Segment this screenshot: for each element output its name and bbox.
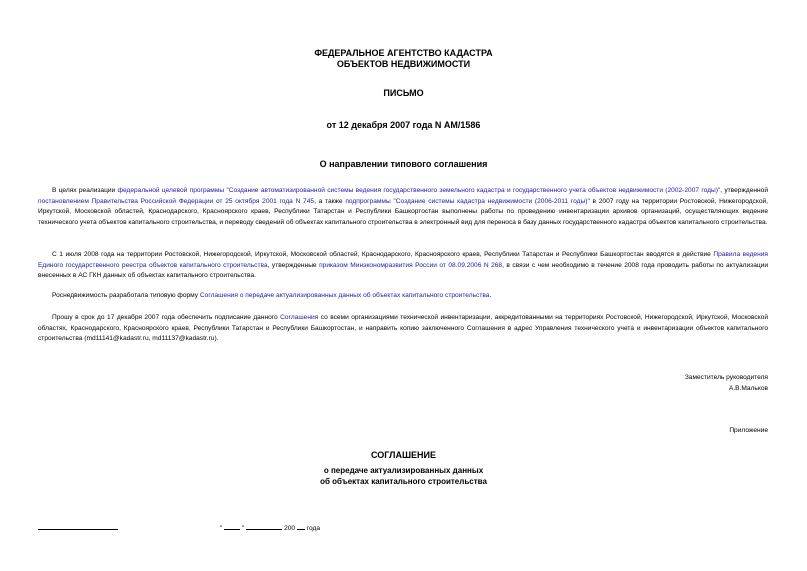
agency-header-line-1: ФЕДЕРАЛЬНОЕ АГЕНТСТВО КАДАСТРА (314, 48, 493, 58)
place-blank (38, 521, 118, 530)
date-quote-open: " (220, 525, 223, 532)
paragraph-3-text-2: . (489, 292, 492, 299)
paragraph-2-text-2: , утвержденные (267, 261, 320, 269)
link-federal-program[interactable]: федеральной целевой программы "Создание автоматизированной системы ведения государственного земельного кадастра и государственного учета объектов недвижимости (2002-2007 годы)" (117, 187, 721, 194)
paragraph-3 (38, 291, 768, 302)
link-registry-rules[interactable]: Правила ведения Единого государственного реестра объектов капитального строительства (38, 251, 768, 269)
paragraph-1-text-3: , а также (314, 197, 346, 205)
link-ministry-order[interactable]: приказом Минэкономразвития России от 08.09.2006 N 268 (319, 261, 503, 269)
paragraph-1-text-2: , утвержденной (720, 187, 769, 194)
agency-header (0, 48, 807, 70)
signer-position: Заместитель руководителя (684, 374, 768, 381)
form-date-line (220, 521, 320, 532)
agreement-subtitle-line-2: об объектах капитального строительства (320, 477, 487, 486)
appendix-label: Приложение (729, 427, 768, 434)
agreement-subtitle-line-1: о передаче актуализированных данных (323, 466, 484, 475)
link-subprogram[interactable]: подпрограммы "Создание системы кадастра недвижимости (2006-2011 годы)" (345, 197, 590, 205)
year-blank (297, 521, 305, 530)
paragraph-1-text-4: в 2007 году на территории Ростовской, Нижегородской, Иркутской, Московской областей, Краснодарского, Красноярского краев, Республики Татарстан и Республики Башкортостан выполнены работы по проведению инвентаризации архивов организаций, осуществляющих ведение технического учета объектов капитального строительства, и переводу сведений об объектах капитального строительства в электронный вид для переноса в базу данных государственного кадастра объектов капитального строительства. (38, 197, 768, 226)
day-blank (224, 521, 240, 530)
paragraph-4 (38, 313, 768, 345)
link-agreement-form[interactable]: Соглашения о передаче актуализированных данных об объектах капитального строительства (199, 292, 490, 299)
year-suffix: года (306, 525, 321, 532)
link-government-decree[interactable]: постановлением Правительства Российской Федерации от 25 октября 2001 года N 745 (38, 197, 315, 205)
signature-block (685, 372, 768, 394)
document-type: ПИСЬМО (383, 88, 424, 98)
paragraph-3-text-1: Роснедвижимость разработала типовую форму (52, 292, 200, 299)
document-date-number: от 12 декабря 2007 года N АМ/1586 (326, 120, 481, 130)
month-blank (246, 521, 282, 530)
agency-header-line-2: ОБЪЕКТОВ НЕДВИЖИМОСТИ (336, 59, 471, 69)
year-prefix: 200 (284, 525, 296, 532)
form-place-line (38, 521, 118, 532)
paragraph-1-text-1: В целях реализации (52, 187, 118, 194)
agreement-title: СОГЛАШЕНИЕ (371, 450, 436, 460)
link-agreement[interactable]: Соглашения (280, 314, 319, 321)
paragraph-4-text-1: Прошу в срок до 17 декабря 2007 года обеспечить подписание данного (52, 314, 281, 321)
paragraph-2-text-1: С 1 июля 2008 года на территории Ростовской, Нижегородской, Иркутской, Московской областей, Краснодарского, Красноярского краев, Республики Татарстан и Республики Башкортостан вводятся в действие (52, 251, 714, 258)
document-subject: О направлении типового соглашения (319, 159, 488, 169)
paragraph-1 (38, 186, 768, 228)
agreement-subtitle (0, 465, 807, 487)
paragraph-4-text-2: со всеми организациями технической инвентаризации, аккредитованными на территориях Ростовской, Нижегородской, Иркутской, Московской областях, Краснодарского, Красноярского краев, Республики Татарстан и Республики Башкортостан, и направить копию заключенного Соглашения в адрес Управления технического учета и инвентаризации объектов капитального строительства (md11141@kadastr.ru, md11137@kadastr.ru). (38, 314, 768, 343)
paragraph-2-text-3: , в связи с чем необходимо в течение 2008 года проводить работы по актуализации внесенных в АС ГКН данных об объектах капитального строительства. (38, 261, 769, 280)
date-quote-close: " (242, 525, 245, 532)
signer-name: А.В.Мальков (728, 385, 768, 392)
paragraph-2 (38, 250, 768, 282)
